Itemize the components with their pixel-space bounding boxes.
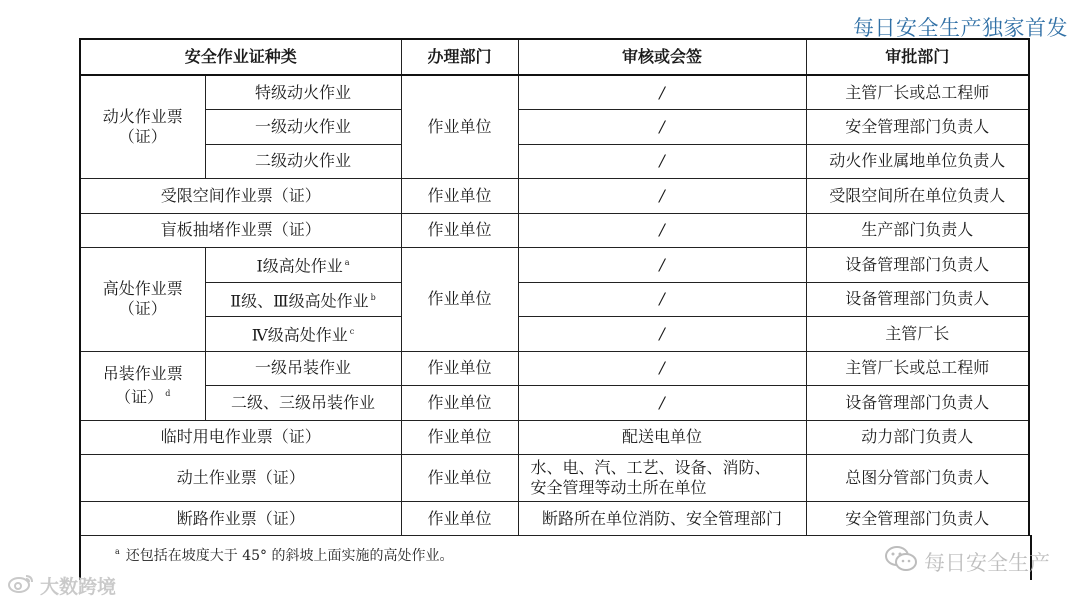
table-header-row	[80, 39, 1029, 75]
permit-table	[79, 38, 1030, 536]
table-row	[80, 144, 1029, 179]
table-row	[80, 75, 1029, 110]
table-row	[80, 455, 1029, 502]
permit-type-confined-space: 受限空间作业票（证）	[80, 179, 401, 214]
footnote	[115, 545, 454, 565]
handling-dept: 作业单位	[401, 502, 518, 536]
table-row	[80, 248, 1029, 283]
handling-dept: 作业单位	[401, 455, 518, 502]
handling-dept: 作业单位	[401, 351, 518, 386]
table-row	[80, 179, 1029, 214]
sub-type: Ⅳ级高处作业 $^c$	[205, 317, 401, 352]
review-cell: /	[518, 282, 806, 317]
handling-dept: 作业单位	[401, 248, 518, 352]
approval-cell: 设备管理部门负责人	[806, 386, 1029, 421]
handling-dept: 作业单位	[401, 420, 518, 455]
group-label-height: 高处作业票 （证）	[80, 248, 205, 352]
review-cell: /	[518, 317, 806, 352]
brand-header: 每日安全生产独家首发	[853, 16, 1068, 40]
approval-cell: 总图分管部门负责人	[806, 455, 1029, 502]
table-row	[80, 213, 1029, 248]
handling-dept: 作业单位	[401, 179, 518, 214]
table-row	[80, 351, 1029, 386]
review-cell: 配送电单位	[518, 420, 806, 455]
approval-cell: 设备管理部门负责人	[806, 248, 1029, 283]
handling-dept: 作业单位	[401, 75, 518, 179]
sub-type: 特级动火作业	[205, 75, 401, 110]
permit-type-blind-plate: 盲板抽堵作业票（证）	[80, 213, 401, 248]
review-cell: /	[518, 179, 806, 214]
header-review: 审核或会签	[518, 39, 806, 75]
handling-dept: 作业单位	[401, 386, 518, 421]
sub-type: 二级动火作业	[205, 144, 401, 179]
review-cell: /	[518, 386, 806, 421]
sub-type: 一级动火作业	[205, 110, 401, 145]
table-row	[80, 420, 1029, 455]
table-row	[80, 110, 1029, 145]
approval-cell: 动火作业属地单位负责人	[806, 144, 1029, 179]
permit-type-road-closure: 断路作业票（证）	[80, 502, 401, 536]
approval-cell: 设备管理部门负责人	[806, 282, 1029, 317]
table-row	[80, 502, 1029, 536]
wechat-icon	[884, 545, 918, 578]
footnote-text: 还包括在坡度大于 45° 的斜坡上面实施的高处作业。	[125, 548, 454, 564]
weibo-icon	[8, 573, 34, 598]
table-row	[80, 386, 1029, 421]
group-label-lifting: 吊装作业票 （证） $^d$	[80, 351, 205, 420]
review-cell: /	[518, 144, 806, 179]
review-cell: 断路所在单位消防、安全管理部门	[518, 502, 806, 536]
sub-type: Ⅰ级高处作业 $^a$	[205, 248, 401, 283]
table-row	[80, 317, 1029, 352]
review-cell: /	[518, 248, 806, 283]
approval-cell: 主管厂长或总工程师	[806, 351, 1029, 386]
review-cell: /	[518, 75, 806, 110]
approval-cell: 安全管理部门负责人	[806, 502, 1029, 536]
review-cell: /	[518, 110, 806, 145]
approval-cell: 安全管理部门负责人	[806, 110, 1029, 145]
permit-type-temp-power: 临时用电作业票（证）	[80, 420, 401, 455]
approval-cell: 主管厂长或总工程师	[806, 75, 1029, 110]
sub-type: 二级、三级吊装作业	[205, 386, 401, 421]
group-label-hot-work: 动火作业票 （证）	[80, 75, 205, 179]
footnote-mark: a	[115, 547, 120, 557]
sub-type: Ⅱ级、Ⅲ级高处作业 $^b$	[205, 282, 401, 317]
approval-cell: 受限空间所在单位负责人	[806, 179, 1029, 214]
watermark-left	[8, 572, 116, 599]
approval-cell: 生产部门负责人	[806, 213, 1029, 248]
header-handling-dept: 办理部门	[401, 39, 518, 75]
review-cell: /	[518, 351, 806, 386]
handling-dept: 作业单位	[401, 213, 518, 248]
header-approval-dept: 审批部门	[806, 39, 1029, 75]
permit-type-excavation: 动土作业票（证）	[80, 455, 401, 502]
watermark-left-text: 大数跨境	[40, 576, 117, 598]
watermark-right-text: 每日安全生产	[924, 550, 1050, 575]
watermark-right	[884, 545, 1050, 578]
approval-cell: 动力部门负责人	[806, 420, 1029, 455]
header-permit-type: 安全作业证种类	[80, 39, 401, 75]
sub-type: 一级吊装作业	[205, 351, 401, 386]
review-cell: /	[518, 213, 806, 248]
table-row	[80, 282, 1029, 317]
review-cell: 水、电、汽、工艺、设备、消防、 安全管理等动土所在单位	[518, 455, 806, 502]
approval-cell: 主管厂长	[806, 317, 1029, 352]
